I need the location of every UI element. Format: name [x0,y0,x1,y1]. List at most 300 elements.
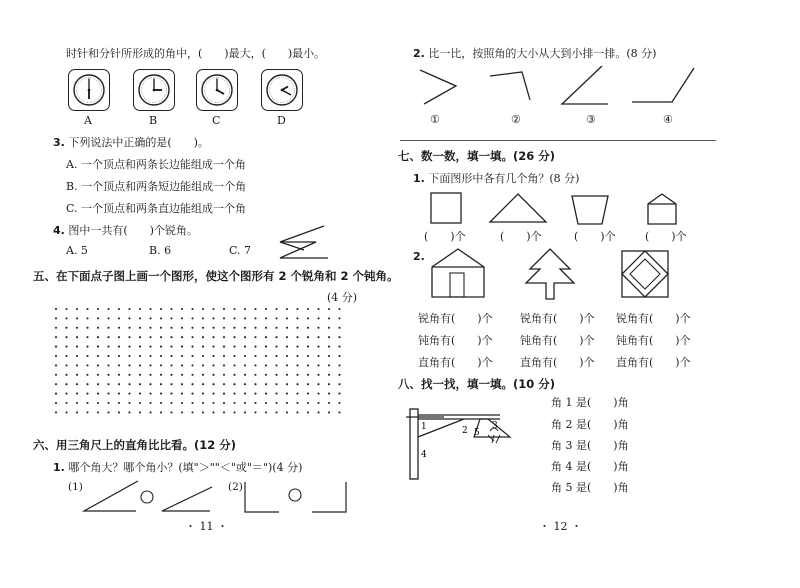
grid-dot [244,317,246,319]
grid-dot [307,374,309,376]
shape-count-triangle[interactable]: ( )个 [500,230,542,243]
compare-circle-2-icon[interactable] [288,488,302,502]
grid-dot [202,336,204,338]
grid-dot [317,364,319,366]
angle-label-1: 1 [421,422,427,432]
clock-a [68,69,110,111]
grid-dot [328,402,330,404]
grid-dot [212,327,214,329]
grid-dot [181,374,183,376]
grid-dot [212,383,214,385]
grid-dot [86,336,88,338]
grid-dot [244,402,246,404]
q3-option-c: C. 一个顶点和两条直边能组成一个角 [66,202,247,215]
grid-dot [328,317,330,319]
grid-dot [170,393,172,395]
grid-dot [160,317,162,319]
grid-dot [317,317,319,319]
grid-dot [202,383,204,385]
grid-dot [65,317,67,319]
grid-dot [286,327,288,329]
grid-dot [191,308,193,310]
grid-dot [170,402,172,404]
grid-dot [296,308,298,310]
grid-dot [160,336,162,338]
grid-dot [191,383,193,385]
grid-dot [97,393,99,395]
grid-dot [265,336,267,338]
grid-dot [296,402,298,404]
shape-count-square[interactable]: ( )个 [424,230,466,243]
grid-dot [128,402,130,404]
grid-dot [97,411,99,413]
grid-dot [118,308,120,310]
grid-dot [223,346,225,348]
grid-dot [254,374,256,376]
grid-dot [275,364,277,366]
grid-dot [296,393,298,395]
grid-dot [139,317,141,319]
grid-dot [202,355,204,357]
grid-dot [107,346,109,348]
angle-label-3: 3 [492,421,498,431]
grid-dot [254,411,256,413]
grid-dot [328,364,330,366]
grid-dot [65,364,67,366]
grid-dot [212,346,214,348]
grid-dot [139,355,141,357]
angle-label-2: 2 [462,426,468,436]
shape-count-house[interactable]: ( )个 [645,230,687,243]
section5-score: (4 分) [327,291,358,304]
grid-dot [76,308,78,310]
grid-dot [76,317,78,319]
house-acute-count[interactable]: 锐角有( )个 [418,312,493,325]
grid-dot [191,355,193,357]
section7-q1-number: 1. [413,172,425,185]
diamond-right-count[interactable]: 直角有( )个 [616,356,691,369]
q3-option-b: B. 一个顶点和两条短边能组成一个角 [66,180,247,193]
grid-dot [244,327,246,329]
grid-dot [233,317,235,319]
grid-dot [118,383,120,385]
grid-dot [128,308,130,310]
grid-dot [202,411,204,413]
grid-dot [86,308,88,310]
grid-dot [265,308,267,310]
grid-dot [76,364,78,366]
grid-dot [76,327,78,329]
grid-dot [328,374,330,376]
grid-dot [55,336,57,338]
grid-dot [55,364,57,366]
grid-dot [65,411,67,413]
grid-dot [244,346,246,348]
grid-dot [97,346,99,348]
q4-number: 4. [53,224,65,237]
grid-dot [307,393,309,395]
grid-dot [233,336,235,338]
grid-dot [212,355,214,357]
grid-dot [286,355,288,357]
grid-dot [212,411,214,413]
grid-dot [128,327,130,329]
angle-label-4: 4 [421,450,427,460]
grid-dot [149,346,151,348]
grid-dot [170,346,172,348]
grid-dot [212,317,214,319]
section8-title: 八、找一找，填一填。(10 分) [398,377,556,391]
grid-dot [181,346,183,348]
grid-dot [233,327,235,329]
angle-answer-4[interactable]: 角 4 是( )角 [551,460,629,473]
grid-dot [244,364,246,366]
grid-dot [149,308,151,310]
shape-count-trapezoid[interactable]: ( )个 [574,230,616,243]
grid-dot [338,411,340,413]
grid-dot [97,374,99,376]
grid-dot [128,374,130,376]
grid-dot [275,317,277,319]
grid-dot [212,393,214,395]
grid-dot [107,402,109,404]
grid-dot [338,355,340,357]
grid-dot [118,402,120,404]
grid-dot [307,336,309,338]
grid-dot [296,317,298,319]
grid-dot [107,383,109,385]
angle-answer-1[interactable]: 角 1 是( )角 [551,396,629,409]
grid-dot [328,355,330,357]
grid-dot [338,327,340,329]
grid-dot [65,393,67,395]
grid-dot [223,364,225,366]
grid-dot [265,346,267,348]
grid-dot [107,364,109,366]
grid-dot [223,402,225,404]
grid-dot [118,364,120,366]
grid-dot [55,346,57,348]
diamond-acute-count[interactable]: 锐角有( )个 [616,312,691,325]
grid-dot [275,308,277,310]
grid-dot [97,317,99,319]
grid-dot [149,336,151,338]
grid-dot [76,411,78,413]
grid-dot [86,402,88,404]
grid-dot [181,308,183,310]
grid-dot [296,364,298,366]
grid-dot [317,355,319,357]
grid-dot [254,327,256,329]
grid-dot [317,402,319,404]
grid-dot [317,308,319,310]
compare-label-1: (1) [68,481,83,493]
clock-question-text: 时针和分针所形成的角中，( )最大，( )最小。 [66,47,326,60]
grid-dot [181,411,183,413]
grid-dot [86,317,88,319]
ranking-label-4: ④ [663,113,673,126]
clock-face-icon [69,70,109,110]
grid-dot [149,355,151,357]
shape-row-1 [430,192,730,226]
grid-dot [233,364,235,366]
grid-dot [254,355,256,357]
grid-dot [212,374,214,376]
grid-dot [181,402,183,404]
house-obtuse-count[interactable]: 钝角有( )个 [418,334,493,347]
grid-dot [328,346,330,348]
house-right-count[interactable]: 直角有( )个 [418,356,493,369]
tree-obtuse-count[interactable]: 钝角有( )个 [520,334,595,347]
grid-dot [338,346,340,348]
grid-dot [317,336,319,338]
grid-dot [265,383,267,385]
grid-dot [128,355,130,357]
compare-label-2: (2) [228,481,243,493]
grid-dot [191,317,193,319]
signpost-figure [404,405,514,485]
grid-dot [170,327,172,329]
grid-dot [233,346,235,348]
angle-answer-3[interactable]: 角 3 是( )角 [551,439,629,452]
grid-dot [55,355,57,357]
grid-dot [338,402,340,404]
grid-dot [254,402,256,404]
grid-dot [97,308,99,310]
grid-dot [139,374,141,376]
section6-q1-number: 1. [53,461,65,474]
clock-label-d: D [277,114,286,127]
grid-dot [86,383,88,385]
grid-dot [307,327,309,329]
grid-dot [254,308,256,310]
grid-dot [191,374,193,376]
q4-option-c: C. 7 [229,244,252,257]
grid-dot [128,317,130,319]
grid-dot [128,364,130,366]
grid-dot [139,383,141,385]
clock-face-icon [197,70,237,110]
clock-c [196,69,238,111]
grid-dot [139,336,141,338]
grid-dot [328,393,330,395]
grid-dot [55,327,57,329]
grid-dot [118,346,120,348]
grid-dot [76,374,78,376]
grid-dot [191,393,193,395]
grid-dot [86,364,88,366]
grid-dot [296,383,298,385]
grid-dot [107,393,109,395]
section6-q1-line [53,459,302,475]
grid-dot [118,374,120,376]
grid-dot [212,336,214,338]
ranking-label-3: ③ [586,113,596,126]
grid-dot [118,327,120,329]
grid-dot [275,411,277,413]
grid-dot [76,383,78,385]
grid-dot [317,346,319,348]
clock-d [261,69,303,111]
grid-dot [307,364,309,366]
grid-dot [223,336,225,338]
grid-dot [212,402,214,404]
grid-dot [55,393,57,395]
grid-dot [223,374,225,376]
grid-dot [286,317,288,319]
angle-answer-2[interactable]: 角 2 是( )角 [551,418,629,431]
grid-dot [244,336,246,338]
grid-dot [254,383,256,385]
grid-dot [317,393,319,395]
grid-dot [160,327,162,329]
grid-dot [170,336,172,338]
grid-dot [328,308,330,310]
compare-circle-1-icon[interactable] [140,490,154,504]
grid-dot [202,374,204,376]
grid-dot [139,364,141,366]
grid-dot [139,393,141,395]
diamond-obtuse-count[interactable]: 钝角有( )个 [616,334,691,347]
grid-dot [286,411,288,413]
grid-dot [338,383,340,385]
grid-dot [181,364,183,366]
tree-right-count[interactable]: 直角有( )个 [520,356,595,369]
grid-dot [275,355,277,357]
grid-dot [181,317,183,319]
grid-dot [275,336,277,338]
grid-dot [107,336,109,338]
grid-dot [296,327,298,329]
grid-dot [265,411,267,413]
grid-dot [244,308,246,310]
grid-dot [97,364,99,366]
grid-dot [149,402,151,404]
grid-dot [233,411,235,413]
grid-dot [223,327,225,329]
grid-dot [160,308,162,310]
grid-dot [265,393,267,395]
section7-title: 七、数一数，填一填。(26 分) [398,149,556,163]
grid-dot [128,411,130,413]
q3-number: 3. [53,136,65,149]
grid-dot [233,393,235,395]
grid-dot [170,383,172,385]
grid-dot [328,411,330,413]
grid-dot [139,308,141,310]
grid-dot [233,402,235,404]
grid-dot [202,393,204,395]
grid-dot [328,327,330,329]
grid-dot [286,374,288,376]
divider-line [400,140,716,141]
grid-dot [202,317,204,319]
grid-dot [86,393,88,395]
grid-dot [233,355,235,357]
grid-dot [149,374,151,376]
grid-dot [254,317,256,319]
grid-dot [76,402,78,404]
grid-dot [181,327,183,329]
grid-dot [307,346,309,348]
grid-dot [65,327,67,329]
grid-dot [86,346,88,348]
grid-dot [55,402,57,404]
grid-dot [55,308,57,310]
grid-dot [338,393,340,395]
section7-q1-text: 下面图形中各有几个角？(8 分) [428,172,580,185]
clock-b [133,69,175,111]
grid-dot [118,336,120,338]
grid-dot [202,402,204,404]
grid-dot [170,317,172,319]
grid-dot [338,308,340,310]
right-q2-text: 比一比，按照角的大小从大到小排一排。(8 分) [428,47,657,60]
grid-dot [139,411,141,413]
right-q2-number: 2. [413,47,425,60]
ranking-label-1: ① [430,113,440,126]
section5-title: 五、在下面点子图上画一个图形，使这个图形有 2 个锐角和 2 个钝角。 [33,269,399,283]
grid-dot [65,308,67,310]
clock-face-icon [134,70,174,110]
grid-dot [76,355,78,357]
grid-dot [286,336,288,338]
grid-dot [202,346,204,348]
q4-angle-figure [278,222,338,262]
grid-dot [275,346,277,348]
grid-dot [296,374,298,376]
grid-dot [212,364,214,366]
grid-dot [223,411,225,413]
compare-angle-2b [310,482,350,516]
angle-answer-5[interactable]: 角 5 是( )角 [551,481,629,494]
grid-dot [233,383,235,385]
grid-dot [233,308,235,310]
grid-dot [170,308,172,310]
grid-dot [254,393,256,395]
tree-acute-count[interactable]: 锐角有( )个 [520,312,595,325]
dot-grid[interactable] [52,305,352,425]
grid-dot [65,336,67,338]
grid-dot [149,327,151,329]
grid-dot [97,383,99,385]
grid-dot [181,355,183,357]
q4-line [53,222,198,238]
grid-dot [328,383,330,385]
grid-dot [149,317,151,319]
grid-dot [202,364,204,366]
grid-dot [118,317,120,319]
grid-dot [265,364,267,366]
grid-dot [233,374,235,376]
grid-dot [191,364,193,366]
compare-angle-1b [160,487,214,519]
q4-option-a: A. 5 [66,244,88,257]
grid-dot [307,402,309,404]
grid-dot [55,411,57,413]
grid-dot [55,374,57,376]
grid-dot [181,393,183,395]
grid-dot [286,308,288,310]
grid-dot [107,327,109,329]
grid-dot [55,317,57,319]
q4-text: 图中一共有( )个锐角。 [68,224,198,237]
grid-dot [65,374,67,376]
section6-title: 六、用三角尺上的直角比比看。(12 分) [33,438,237,452]
grid-dot [181,383,183,385]
grid-dot [139,346,141,348]
grid-dot [149,383,151,385]
